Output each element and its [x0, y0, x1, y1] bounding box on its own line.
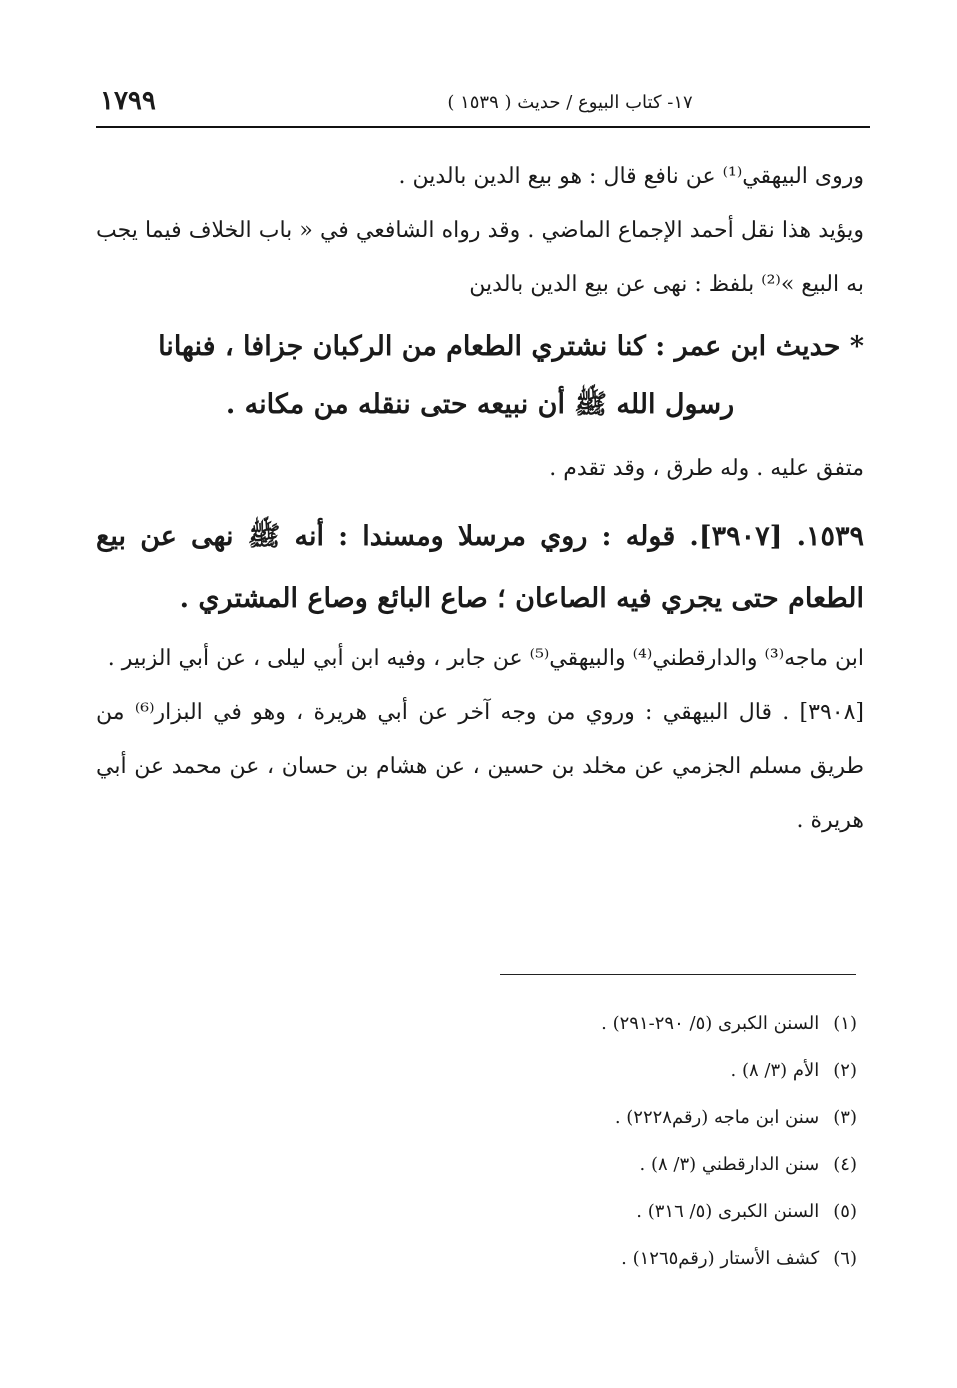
entry-1539: ١٥٣٩. [٣٩٠٧]. قوله : روي مرسلا ومسندا : أنه ﷺ نهى عن بيع الطعام حتى يجري فيه الصاعان ؛ صاع البائع وصاع المشتري .	[96, 521, 865, 614]
footnote-number: (٦)	[833, 1248, 857, 1269]
footnote-text: السنن الكبرى (٥/ ٣١٦) .	[636, 1201, 820, 1222]
footnote-item	[157, 1000, 857, 1047]
footnote-text: سنن ابن ماجه (رقم٢٢٢٨) .	[614, 1107, 820, 1128]
footnote-item	[157, 1235, 857, 1282]
footnote-divider	[500, 974, 856, 975]
footnote-text: سنن الدارقطني (٣/ ٨) .	[639, 1154, 820, 1175]
footnote-item	[157, 1094, 857, 1141]
main-text	[96, 150, 864, 848]
footnote-number: (١)	[833, 1013, 857, 1034]
footnote-text: السنن الكبرى (٥/ ٢٩٠-٢٩١) .	[601, 1013, 820, 1034]
footnote-number: (٥)	[833, 1201, 857, 1222]
hadith-line-2: رسول الله ﷺ أن نبيعه حتى ننقله من مكانه .	[225, 389, 735, 420]
hadith-line-1: * حديث ابن عمر : كنا نشتري الطعام من الركبان جزافا ، فنهانا	[158, 331, 864, 362]
footnote-text: الأم (٣/ ٨) .	[730, 1060, 820, 1081]
hadith-ibn-umar	[96, 318, 864, 434]
paragraph-ibn-majah: ابن ماجه⁽³⁾ والدارقطني⁽⁴⁾ والبيهقي⁽⁵⁾ عن جابر ، وفيه ابن أبي ليلى ، عن أبي الزبير .	[107, 646, 864, 671]
footnote-item	[157, 1047, 857, 1094]
footnote-number: (٣)	[833, 1107, 857, 1128]
running-head: ١٧- كتاب البيوع / حديث ( ١٥٣٩ )	[447, 92, 693, 113]
footnote-text: كشف الأستار (رقم١٢٦٥) .	[621, 1248, 820, 1269]
footnote-item	[157, 1188, 857, 1235]
page-header	[96, 82, 870, 128]
footnote-number: (٢)	[833, 1060, 857, 1081]
paragraph-takhrij: متفق عليه . وله طرق ، وقد تقدم .	[549, 456, 864, 481]
footnote-item	[157, 1141, 857, 1188]
page-number: ١٧٩٩	[100, 86, 156, 116]
paragraph-3908: [٣٩٠٨] . قال البيهقي : وروي من وجه آخر عن أبي هريرة ، وهو في البزار⁽⁶⁾ من طريق مسلم الجزمي عن مخلد بن حسين ، عن هشام بن حسان ، عن محمد عن أبي هريرة .	[96, 700, 864, 833]
footnote-number: (٤)	[833, 1154, 857, 1175]
paragraph-shafii: ويؤيد هذا نقل أحمد الإجماع الماضي . وقد رواه الشافعي في « باب الخلاف فيما يجب به البيع »⁽²⁾ بلفظ : نهى عن بيع الدين بالدين	[96, 218, 864, 297]
footnotes-list	[157, 1000, 857, 1282]
paragraph-bayhaqi-nafi: وروى البيهقي⁽¹⁾ عن نافع قال : هو بيع الدين بالدين .	[398, 164, 864, 189]
